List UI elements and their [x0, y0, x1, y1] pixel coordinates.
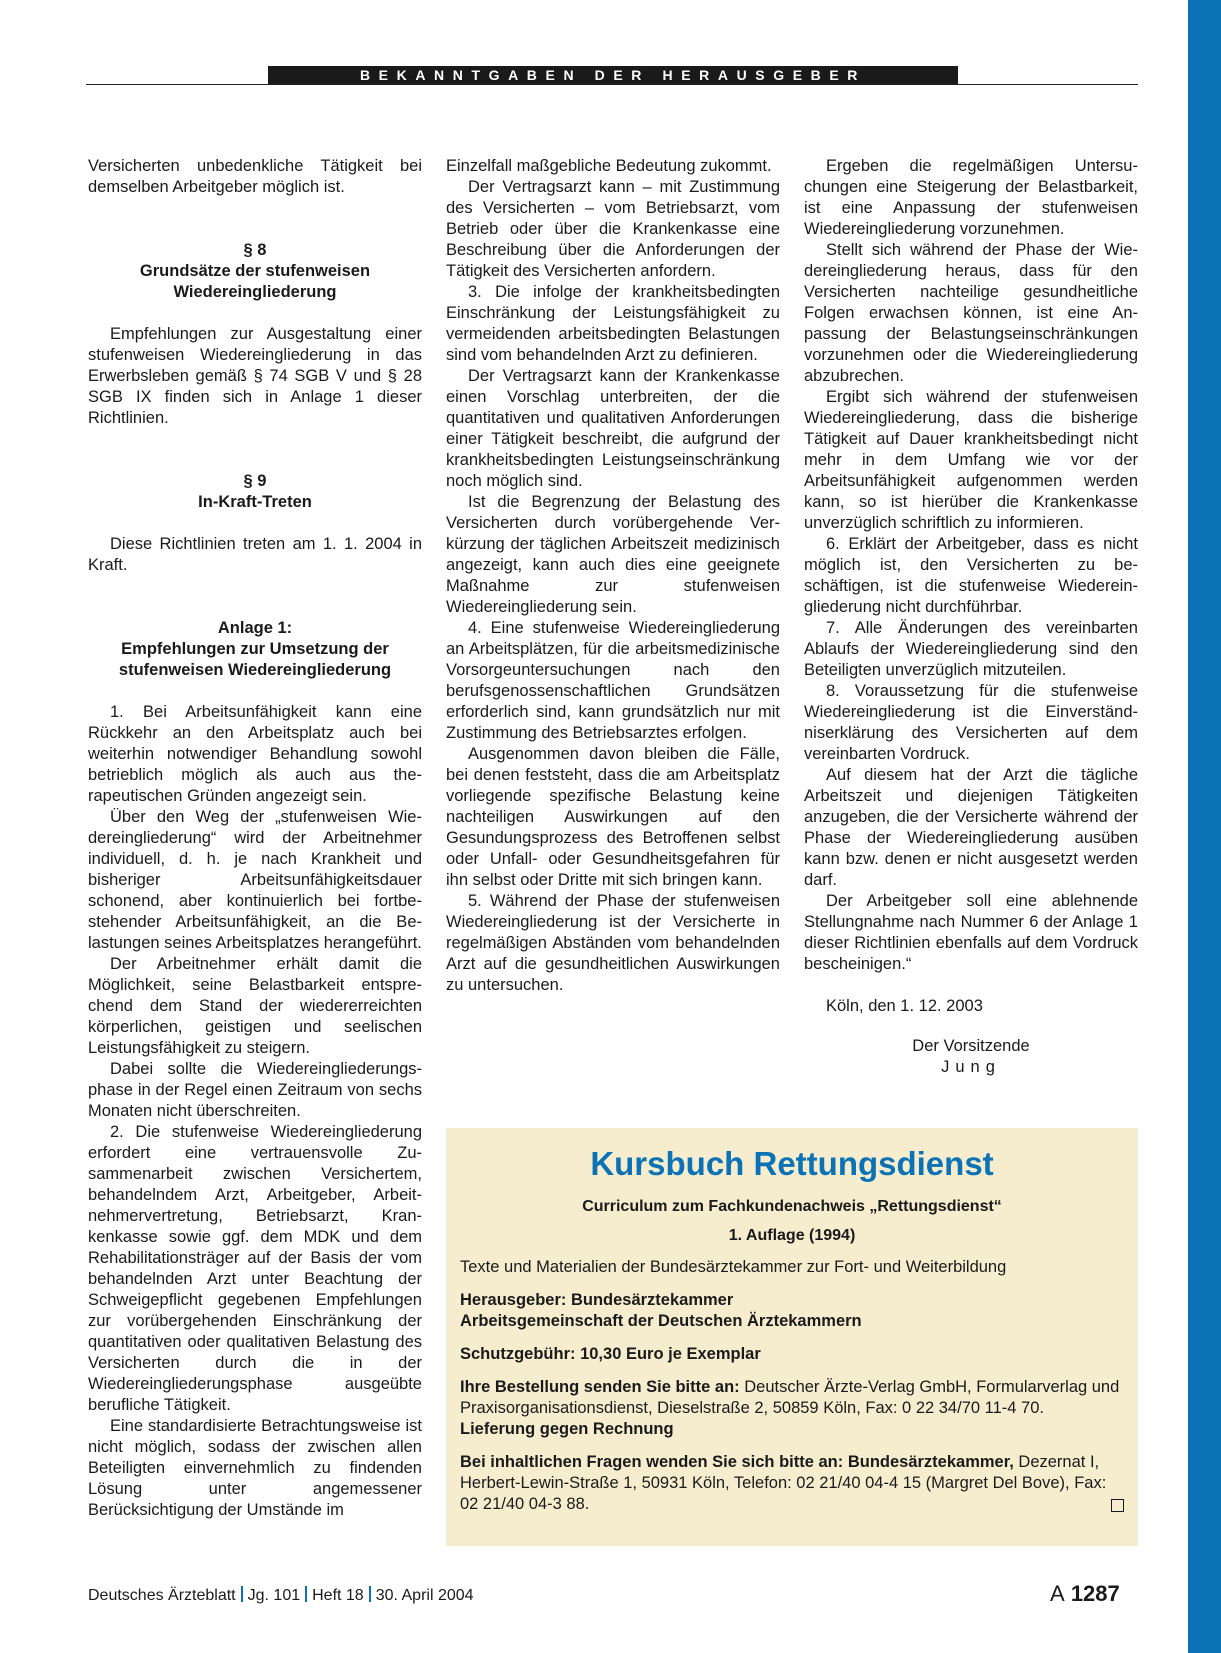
ad-series: Texte und Materialien der Bundesärztekammer zur Fort- und Weiterbildung — [460, 1258, 1007, 1276]
divider — [369, 1586, 371, 1602]
signature-block — [804, 1036, 1138, 1078]
section-number: § 9 — [243, 472, 267, 490]
section-9-heading — [88, 471, 422, 513]
paragraph: Ergeben die regelmäßigen Untersuchungen eine Steigerung der Belastbarkeit, ist eine Anpassung der stufenweisen Wiedereingliederung vorzunehmen. — [804, 157, 1138, 238]
paragraph: 3. Die infolge der krankheitsbedingten Einschränkung der Leistungsfähigkeit zu vermeidenden arbeitsbedingten Belastungen sind vom behandelnden Arzt zu definieren. — [446, 283, 780, 364]
ad-title: Kursbuch Rettungsdienst — [590, 1145, 994, 1182]
section-number: § 8 — [243, 241, 267, 259]
side-color-bar — [1188, 0, 1221, 1653]
volume: Jg. 101 — [247, 1587, 301, 1604]
paragraph: 2. Die stufenweise Wiedereingliederung erfordert eine vertrauensvolle Zusammenarbeit zwischen Versichertem, behandelndem Arzt, Arbeitgeber, Arbeitnehmervertretung, Betriebsarzt, Krankenkasse sowie ggf. dem MDK und dem Rehabilitationsträger auf der Basis der vom behandelnden Arzt unter Beachtung der Schweigepflicht gegebenen Empfehlungen zur vorübergehenden Einschränkung der quantitativen oder qualitativen Belastung des Versicherten durch die in der Wiedereingliederungsphase ausgeübte berufliche Tätigkeit. — [88, 1123, 422, 1414]
section-header-band: BEKANNTGABEN DER HERAUSGEBER — [268, 66, 958, 84]
publisher-line: Arbeitsgemeinschaft der Deutschen Ärztekammern — [460, 1312, 862, 1330]
paragraph: Auf diesem hat der Arzt die tägliche Arbeitszeit und diejenigen Tätigkeiten anzugeben, die der Versicherte während der Phase der Wiedereingliederung ausüben kann bzw. denen er nicht ausgesetzt werden darf. — [804, 766, 1138, 889]
page-prefix: A — [1050, 1581, 1065, 1606]
publisher-line: Herausgeber: Bundesärztekammer — [460, 1291, 734, 1309]
questions-label: Bei inhaltlichen Fragen wenden Sie sich bitte an: Bundesärztekammer, — [460, 1453, 1014, 1471]
end-square-icon — [1111, 1499, 1124, 1512]
fee-text: Schutzgebühr: 10,30 Euro je Exemplar — [460, 1345, 761, 1363]
paragraph: Einzelfall maßgebliche Bedeutung zukommt. — [446, 157, 772, 175]
signer-role: Der Vorsitzende — [912, 1037, 1030, 1055]
section-title: Anlage 1: — [217, 619, 293, 637]
divider — [305, 1586, 307, 1602]
paragraph: 8. Voraussetzung für die stufenweise Wiedereingliederung ist die Einverständniserklärung des Versicherten auf dem vereinbarten Vordruck. — [804, 682, 1138, 763]
anlage-heading — [88, 618, 422, 681]
ad-edition: 1. Auflage (1994) — [728, 1227, 856, 1244]
paragraph: 1. Bei Arbeitsunfähigkeit kann eine Rückkehr an den Arbeitsplatz auch bei weiterhin notwendiger Behandlung sowohl betrieblich möglich als auch aus therapeutischen Gründen angezeigt sein. — [88, 703, 422, 805]
order-text: Deutscher Ärzte-Verlag GmbH, Formularverlag und Praxisorganisationsdienst, Dieselstraße 2, 50859 Köln, Fax: 0 22 34/70 11-4 70. — [460, 1378, 1120, 1417]
paragraph: Der Arbeitgeber soll eine ablehnende Stellungnahme nach Nummer 6 der Anlage 1 dieser Richtlinien ebenfalls auf dem Vordruck bescheinigen.“ — [804, 892, 1138, 973]
paragraph: 4. Eine stufenweise Wiedereingliederung an Arbeitsplätzen, für die arbeitsmedizinische Vorsorgeuntersuchungen nach den berufsgenossenschaftlichen Grundsätzen erforderlich sind, kann grundsätzlich nur mit Zustimmung des Betriebsarztes erfolgen. — [446, 619, 780, 742]
paragraph: Diese Richtlinien treten am 1. 1. 2004 in Kraft. — [88, 535, 422, 574]
paragraph: 5. Während der Phase der stufenweisen Wiedereingliederung ist der Versicherte in regelmäßigen Abständen vom behandelnden Arzt auf die gesundheitlichen Auswirkungen zu untersuchen. — [446, 892, 780, 994]
divider — [241, 1586, 243, 1602]
ad-fee — [460, 1344, 1124, 1365]
paragraph: Empfehlungen zur Ausgestaltung einer stufenweisen Wiedereingliederung in das Erwerbsleben gemäß § 74 SGB V und § 28 SGB IX finden sich in Anlage 1 dieser Richtlinien. — [88, 325, 422, 427]
section-8-heading — [88, 240, 422, 303]
paragraph: Dabei sollte die Wiedereingliederungsphase in der Regel einen Zeitraum von sechs Monaten nicht überschreiten. — [88, 1060, 422, 1120]
paragraph: Stellt sich während der Phase der Wiedereingliederung heraus, dass für den Versicherten nachteilige gesundheitliche Folgen erwachsen können, ist eine Anpassung der Belastungseinschränkungen vorzunehmen oder die Wiedereingliederung abzubrechen. — [804, 241, 1138, 385]
paragraph: Über den Weg der „stufenweisen Wiedereingliederung“ wird der Arbeitnehmer individuell, d. h. je nach Krankheit und bisheriger Arbeitsunfähigkeitsdauer schonend, aber kontinuierlich bei fortbestehender Arbeitsunfähigkeit, an die Belastungen seines Arbeitsplatzes herangeführt. — [88, 808, 422, 952]
section-title: Wiedereingliederung — [173, 283, 337, 301]
ad-publisher — [460, 1290, 1124, 1332]
ad-questions — [460, 1452, 1124, 1515]
paragraph: Der Vertragsarzt kann der Krankenkasse einen Vorschlag unterbreiten, der die quantitativen und qualitativen Anforderungen einer Tätigkeit beschreibt, die aufgrund der krankheitsbedingten Leistungseinschränkung noch möglich sind. — [446, 367, 780, 490]
paragraph: Versicherten unbedenkliche Tätigkeit bei demselben Arbeitgeber möglich ist. — [88, 157, 422, 196]
paragraph: Ausgenommen davon bleiben die Fälle, bei denen feststeht, dass die am Arbeitsplatz vorliegende spezifische Belastung keine nachteiligen Auswirkungen auf den Gesundungsprozess des Betroffenen selbst oder Unfall- oder Gesundheitsgefahren für ihn selbst oder Dritte mit sich bringen kann. — [446, 745, 780, 889]
page-number — [1050, 1580, 1120, 1608]
section-title: Grundsätze der stufenweisen — [139, 262, 371, 280]
paragraph: Der Vertragsarzt kann – mit Zustimmung des Versicherten – vom Betriebsarzt, vom Betrieb oder über die Krankenkasse eine Beschreibung über die Anforderungen der Tätigkeit des Versicherten anfordern. — [446, 178, 780, 280]
ad-order — [460, 1377, 1124, 1440]
ad-subtitle: Curriculum zum Fachkundenachweis „Rettungsdienst“ — [582, 1198, 1002, 1215]
paragraph: Eine standardisierte Betrachtungsweise ist nicht möglich, sodass der zwischen allen Beteiligten einvernehmlich zu findenden Lösung unter angemessener Berücksichtigung der Umstände im — [88, 1417, 422, 1519]
order-label: Ihre Bestellung senden Sie bitte an: — [460, 1378, 740, 1396]
paragraph: 6. Erklärt der Arbeitgeber, dass es nicht möglich ist, den Versicherten zu beschäftigen, ist die stufenweise Wiedereingliederung nicht durchführbar. — [804, 535, 1138, 616]
text-column-3 — [804, 156, 1138, 1078]
section-title: Empfehlungen zur Umsetzung der — [121, 640, 389, 658]
section-title: stufenweisen Wiedereingliederung — [118, 661, 392, 679]
section-title: In-Kraft-Treten — [198, 493, 312, 511]
paragraph: Der Arbeitnehmer erhält damit die Möglichkeit, seine Belastbarkeit entsprechend dem Stand der wiedererreichten körperlichen, geistigen und seelischen Leistungsfähigkeit zu steigern. — [88, 955, 422, 1057]
footer-citation — [88, 1586, 474, 1606]
paragraph: Ist die Begrenzung der Belastung des Versicherten durch vorübergehende Verkürzung der täglichen Arbeitszeit medizinisch angezeigt, kann auch dies eine geeignete Maßnahme zur stufenweisen Wiedereingliederung sein. — [446, 493, 780, 616]
paragraph: Ergibt sich während der stufenweisen Wiedereingliederung, dass die bisherige Tätigkeit auf Dauer krankheitsbedingt nicht mehr in dem Umfang wie vor der Arbeitsunfähigkeit aufgenommen werden kann, so ist hierüber die Krankenkasse unverzüglich schriftlich zu informieren. — [804, 388, 1138, 532]
header-rule — [86, 84, 1138, 85]
paragraph: 7. Alle Änderungen des vereinbarten Ablaufs der Wiedereingliederung sind den Beteiligten unverzüglich mitzuteilen. — [804, 619, 1138, 679]
signer-name: Jung — [941, 1058, 1001, 1076]
issue-date: 30. April 2004 — [375, 1587, 474, 1604]
text-column-2 — [446, 156, 780, 996]
delivery-text: Lieferung gegen Rechnung — [460, 1420, 674, 1438]
kursbuch-ad-box — [446, 1128, 1138, 1546]
page-num: 1287 — [1070, 1581, 1120, 1606]
text-column-1 — [88, 156, 422, 1521]
journal-name: Deutsches Ärzteblatt — [88, 1587, 236, 1604]
questions-text: Dezernat I, Herbert-Lewin-Straße 1, 50931 Köln, Telefon: 02 21/40 04-4 15 (Margret Del Bove), Fax: 02 21/40 04-3 88. — [460, 1453, 1107, 1513]
place-date: Köln, den 1. 12. 2003 — [826, 997, 983, 1015]
issue: Heft 18 — [312, 1587, 364, 1604]
